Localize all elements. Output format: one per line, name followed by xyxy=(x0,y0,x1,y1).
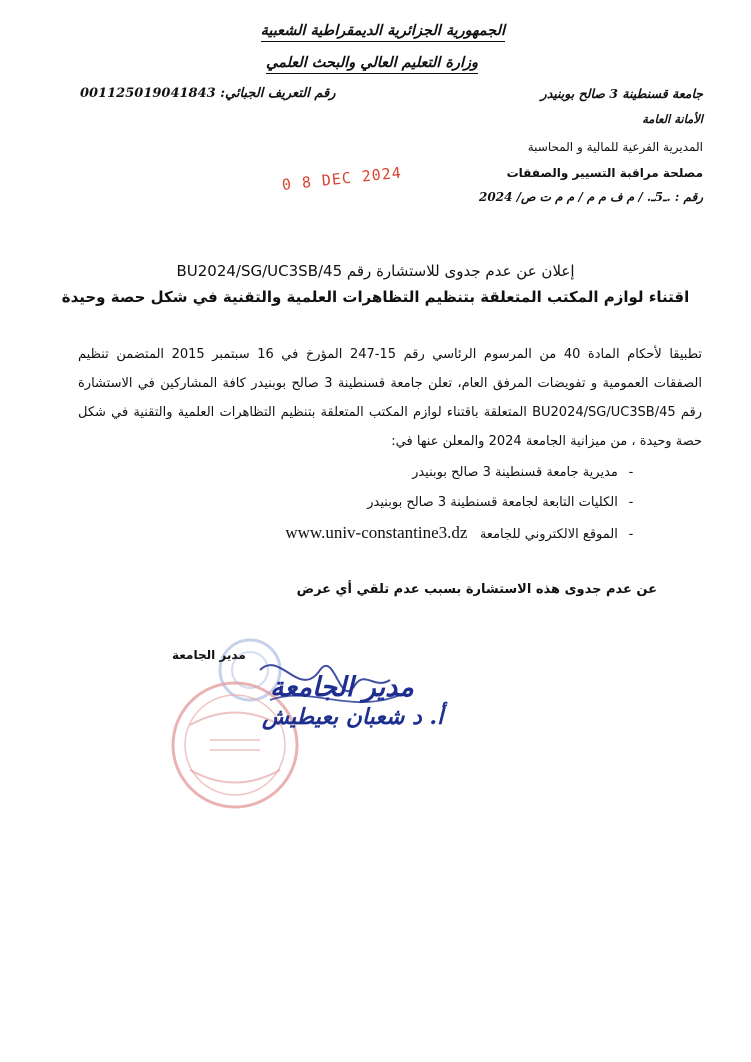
republic-heading: الجمهورية الجزائرية الديمقراطية الشعبية xyxy=(261,22,505,42)
sub-direction-label: المديرية الفرعية للمالية و المحاسبة xyxy=(527,140,703,154)
signature-title: مدير الجامعة xyxy=(270,672,414,703)
list-item xyxy=(200,488,640,518)
website-link[interactable]: www.univ-constantine3.dz xyxy=(285,523,468,542)
service-label: مصلحة مراقبة التسيير والصفقات xyxy=(506,166,703,180)
signature-name: أ. د شعبان بعيطيش xyxy=(262,704,444,730)
tax-id-label: رقم التعريف الجبائي: xyxy=(220,86,336,101)
list-item xyxy=(200,458,640,488)
announcement-title: إعلان عن عدم جدوى للاستشارة رقم BU2024/SG/UC3SB/45 xyxy=(176,262,575,280)
director-label: مدير الجامعة xyxy=(172,648,246,662)
tax-id xyxy=(80,86,336,101)
date-stamp: 0 8 DEC 2024 xyxy=(281,163,403,194)
conclusion-text: عن عدم جدوى هذه الاستشارة بسبب عدم تلقي أي عرض xyxy=(296,582,657,597)
announcement-body: تطبيقا لأحكام المادة 40 من المرسوم الرئاسي رقم 15-247 المؤرخ في 16 سبتمبر 2015 المتضمن تنظيم الصفقات العمومية و تفويضات المرفق العام، تعلن جامعة قسنطينة 3 صالح بوبنيدر كافة المشاركين في الاستشارة رقم BU2024/SG/UC3SB/45 المتعلقة باقتناء لوازم المكتب المتعلقة بتنظيم التظاهرات العلمية والتقنية في شكل حصة وحيدة ، من ميزانية الجامعة 2024 والمعلن عنها في: xyxy=(78,347,703,449)
bullet-dash: - xyxy=(628,495,634,510)
secretariat-label: الأمانة العامة xyxy=(642,112,703,126)
bullet-dash: - xyxy=(628,465,634,480)
list-item-text: مديرية جامعة قسنطينة 3 صالح بوبنيدر xyxy=(412,465,618,480)
list-item-text: الكليات التابعة لجامعة قسنطينة 3 صالح بوبنيدر xyxy=(367,495,618,510)
list-item xyxy=(200,518,640,548)
reference-number: رقم : .ـ5ـ. / م ف م م / م م ت ص/ 2024 xyxy=(479,190,703,204)
list-item-text: الموقع الالكتروني للجامعة xyxy=(479,527,618,542)
tax-id-value: 001125019041843 xyxy=(80,86,216,101)
publication-list xyxy=(200,458,640,548)
bullet-dash: - xyxy=(628,527,634,542)
university-name: جامعة قسنطينة 3 صالح بوبنيدر xyxy=(540,86,703,101)
announcement-subject: اقتناء لوازم المكتب المتعلقة بتنظيم التظاهرات العلمية والتقنية في شكل حصة وحيدة xyxy=(61,288,690,306)
ministry-heading: وزارة التعليم العالي والبحث العلمي xyxy=(266,54,478,74)
